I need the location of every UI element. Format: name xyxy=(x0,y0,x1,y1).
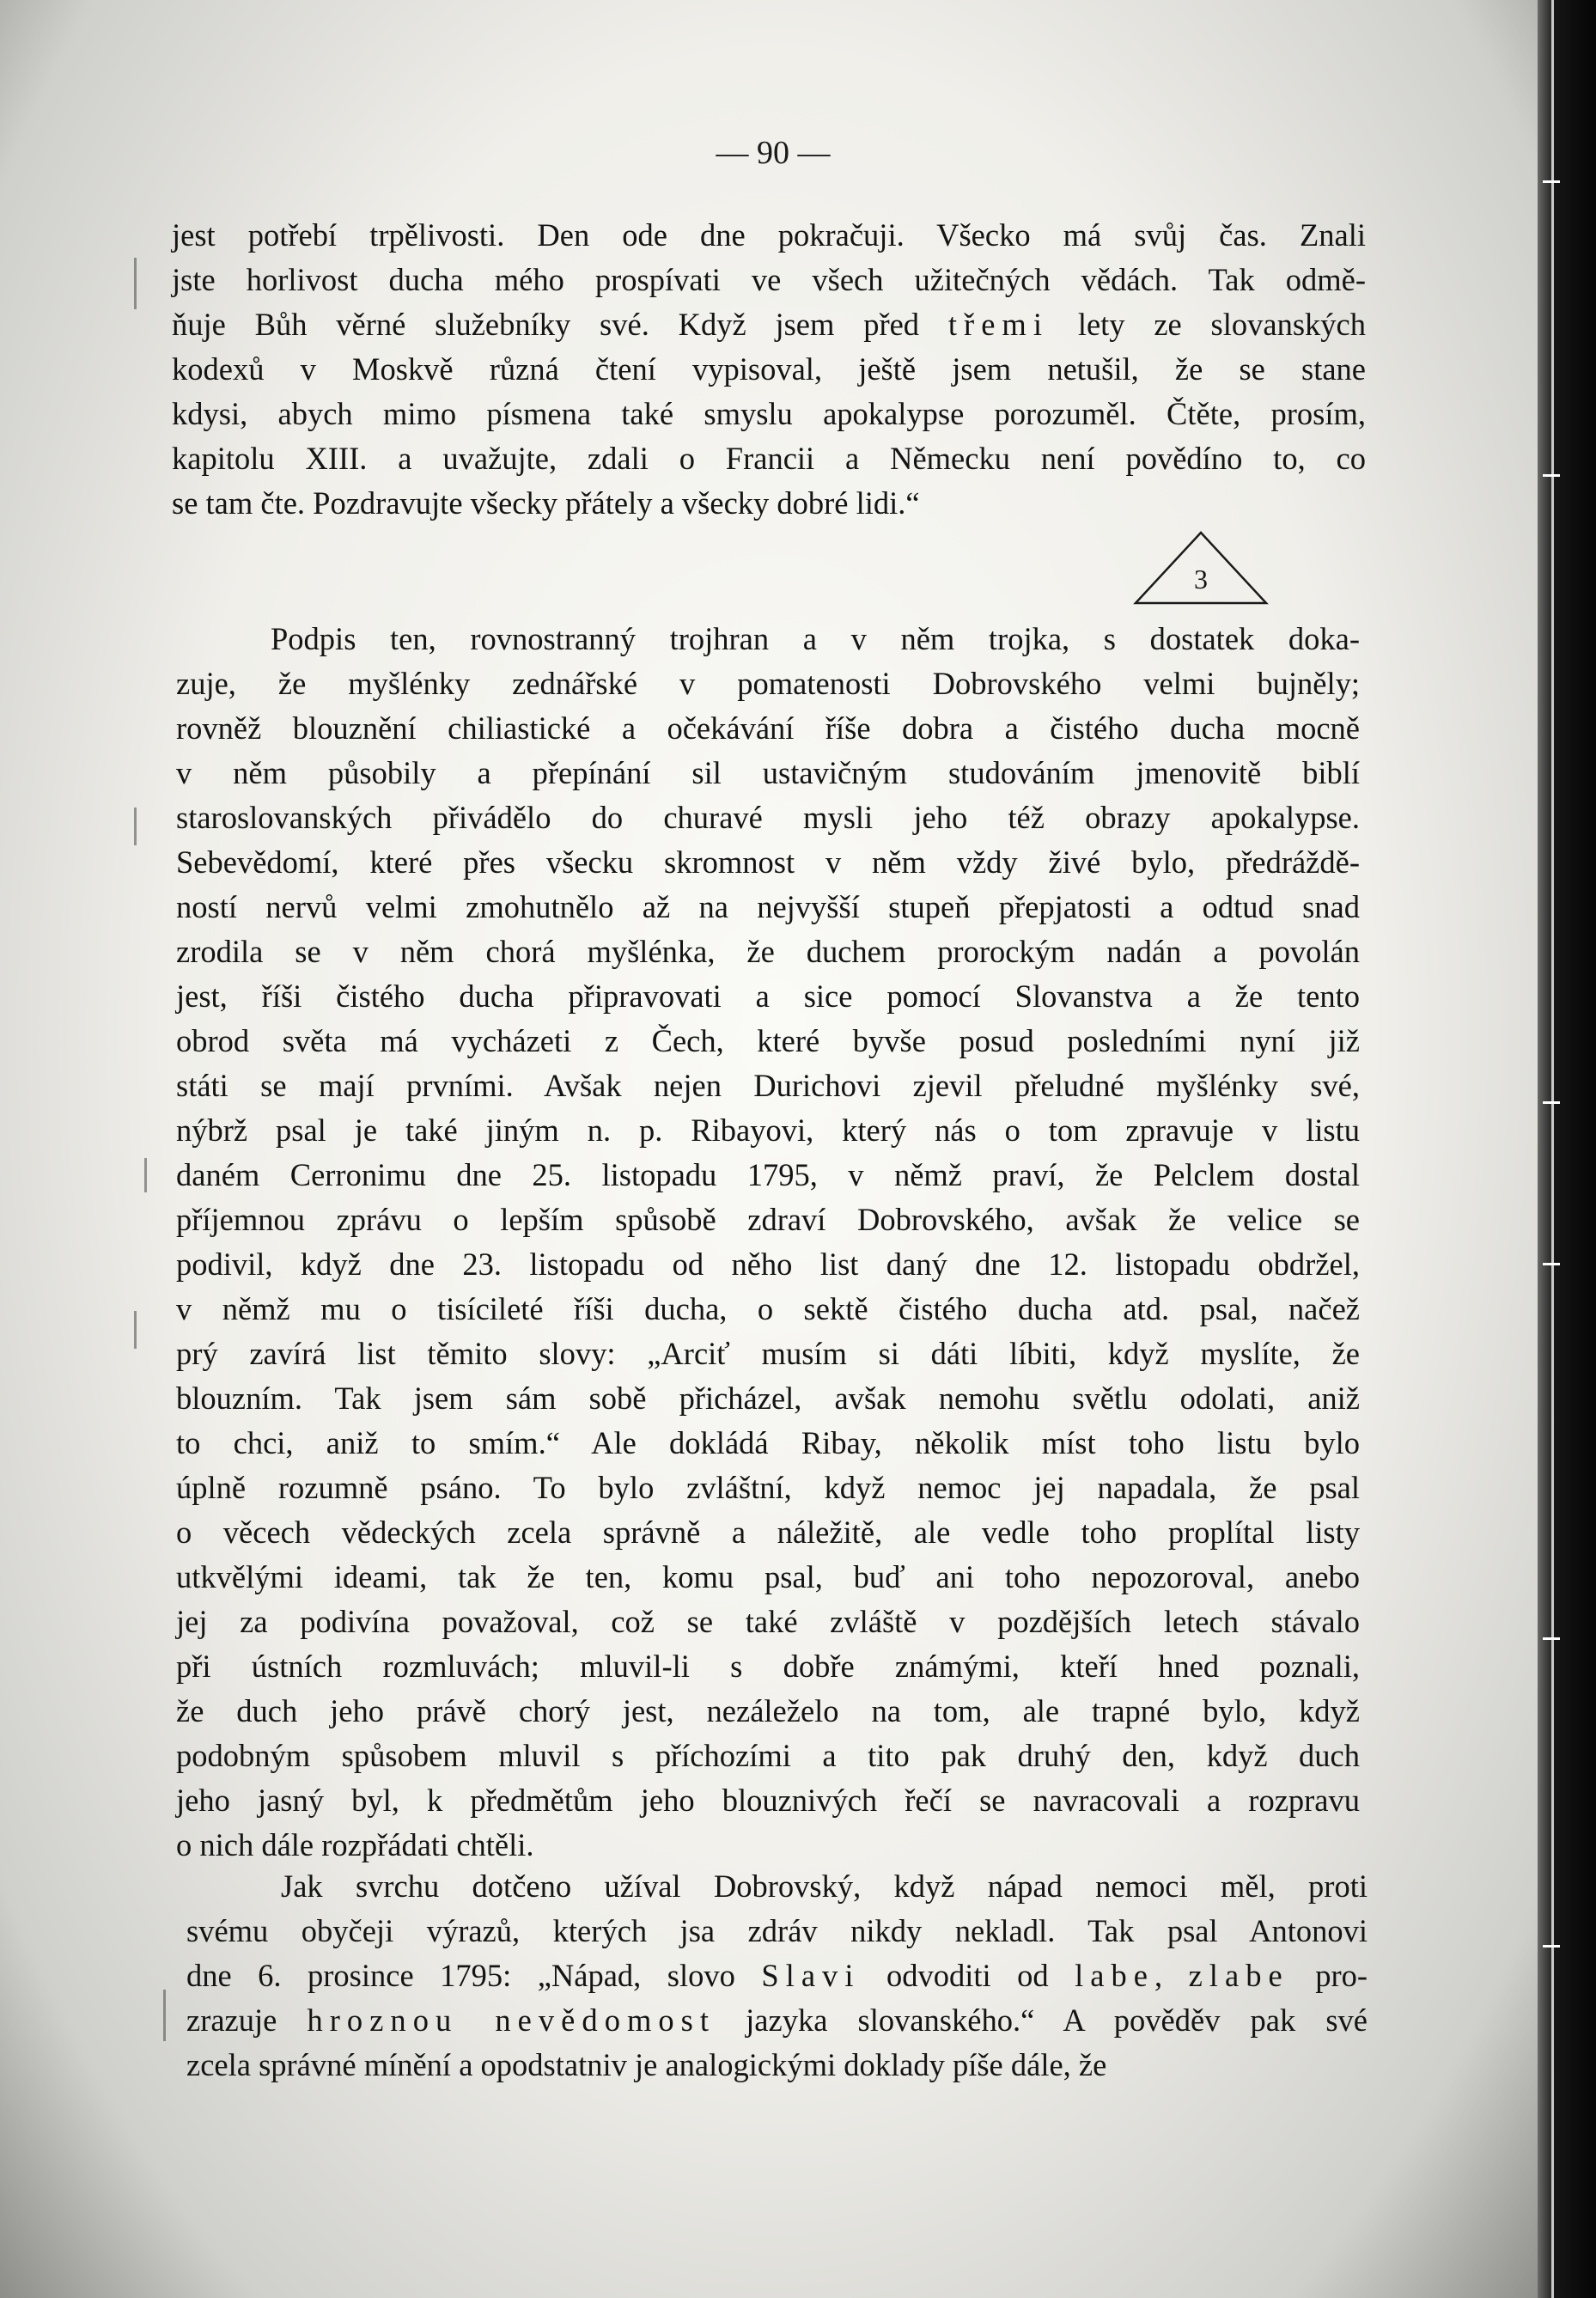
text-line: kodexů v Moskvě různá čtení vypisoval, ještě jsem netušil, že se stane xyxy=(172,351,1366,387)
paragraph-main xyxy=(176,617,1360,1868)
edge-tick xyxy=(1543,1101,1560,1104)
edge-tick xyxy=(1543,1945,1560,1948)
margin-mark xyxy=(134,1311,137,1349)
scan-edge-line xyxy=(1551,0,1554,2298)
text-line: Sebevědomí, které přes všecku skromnost v něm vždy živé bylo, předráždě- xyxy=(176,844,1360,880)
text-line: zcela správné mínění a opodstatniv je analogickými doklady píše dále, že xyxy=(186,2047,1107,2082)
edge-tick xyxy=(1543,1637,1560,1640)
text-run: ňuje Bůh věrné služebníky své. Když jsem před xyxy=(172,307,948,342)
margin-mark xyxy=(163,1990,166,2041)
text-line xyxy=(186,1998,1368,2043)
spaced-emphasis: hroznou nevědomost xyxy=(307,2002,716,2038)
text-line: prý zavírá list těmito slovy: „Arciť musím si dáti líbiti, když myslíte, že xyxy=(176,1336,1360,1371)
text-line: utkvělými ideami, tak že ten, komu psal, buď ani toho nepozoroval, anebo xyxy=(176,1559,1360,1594)
text-run: jazyka slovanského.“ A pověděv pak své xyxy=(716,2002,1368,2038)
edge-tick xyxy=(1543,1263,1560,1265)
text-line: při ústních rozmluvách; mluvil-li s dobře známými, kteří hned poznali, xyxy=(176,1649,1360,1684)
text-line: to chci, aniž to smím.“ Ale dokládá Ribay, několik míst toho listu bylo xyxy=(176,1425,1360,1460)
text-line: blouzním. Tak jsem sám sobě přicházel, avšak nemohu světlu odolati, aniž xyxy=(176,1381,1360,1416)
text-line: Jak svrchu dotčeno užíval Dobrovský, když nápad nemoci měl, proti xyxy=(281,1868,1368,1904)
text-line: úplně rozumně psáno. To bylo zvláštní, když nemoc jej napadala, že psal xyxy=(176,1470,1360,1505)
margin-mark xyxy=(144,1158,147,1192)
text-line: nýbrž psal je také jiným n. p. Ribayovi, který nás o tom zpravuje v listu xyxy=(176,1112,1360,1148)
text-line: příjemnou zprávu o lepším spůsobě zdraví Dobrovského, avšak že velice se xyxy=(176,1202,1360,1237)
scan-edge xyxy=(1538,0,1596,2298)
spaced-emphasis: Slavi xyxy=(761,1958,861,1993)
text-line: zuje, že myšlénky zednářské v pomatenosti Dobrovského velmi bujněly; xyxy=(176,666,1360,701)
edge-tick xyxy=(1543,474,1560,477)
text-line: v němž mu o tisícileté říši ducha, o sektě čistého ducha atd. psal, načež xyxy=(176,1291,1360,1326)
text-line: podobným spůsobem mluvil s příchozími a tito pak druhý den, když duch xyxy=(176,1738,1360,1773)
text-run: , xyxy=(1154,1958,1189,1993)
spaced-emphasis: labe xyxy=(1075,1958,1154,1993)
triangle-digit: 3 xyxy=(1194,564,1208,594)
text-line: podivil, když dne 23. listopadu od něho list daný dne 12. listopadu obdržel, xyxy=(176,1247,1360,1282)
text-line: obrod světa má vycházeti z Čech, které byvše posud posledními nyní již xyxy=(176,1023,1360,1058)
margin-mark xyxy=(134,808,137,845)
text-line: v něm působily a přepínání sil ustavičným studováním jmenovitě biblí xyxy=(176,755,1360,790)
edge-tick xyxy=(1543,180,1560,183)
text-line: jeho jasný byl, k předmětům jeho blouznivých řečí se navracovali a rozpravu xyxy=(176,1783,1360,1818)
text-line xyxy=(186,1954,1368,1998)
text-line: Podpis ten, rovnostranný trojhran a v něm trojka, s dostatek doka- xyxy=(271,621,1360,656)
text-line: kapitolu XIII. a uvažujte, zdali o Francii a Německu není povědíno to, co xyxy=(172,441,1366,476)
text-run: lety ze slovanských xyxy=(1049,307,1366,342)
text-run: pro- xyxy=(1288,1958,1368,1993)
text-line: kdysi, abych mimo písmena také smyslu apokalypse porozuměl. Čtěte, prosím, xyxy=(172,396,1366,431)
text-line: jest potřebí trpělivosti. Den ode dne pokračuji. Všecko má svůj čas. Znali xyxy=(172,217,1366,253)
text-run: dne 6. prosince 1795: „Nápad, slovo xyxy=(186,1958,762,1993)
page-number: — 90 — xyxy=(716,135,831,171)
text-line: o věcech vědeckých zcela správně a náležitě, ale vedle toho proplítal listy xyxy=(176,1515,1360,1550)
spaced-emphasis: zlabe xyxy=(1188,1958,1289,1993)
text-line: se tam čte. Pozdravujte všecky přátely a všecky dobré lidi.“ xyxy=(172,485,920,521)
text-line: o nich dále rozpřádati chtěli. xyxy=(176,1827,534,1862)
text-line: svému obyčeji výrazů, kterých jsa zdráv nikdy nekladl. Tak psal Antonovi xyxy=(186,1913,1368,1948)
spaced-emphasis: třemi xyxy=(947,307,1050,342)
text-line: ností nervů velmi zmohutnělo až na nejvyšší stupeň přepjatosti a odtud snad xyxy=(176,889,1360,924)
text-line: jest, říši čistého ducha připravovati a sice pomocí Slovanstva a že tento xyxy=(176,978,1360,1014)
text-line: jste horlivost ducha mého prospívati ve všech užitečných vědách. Tak odmě- xyxy=(172,262,1366,297)
triangle-symbol xyxy=(1132,529,1270,607)
text-line xyxy=(172,302,1366,347)
text-line: daném Cerronimu dne 25. listopadu 1795, v němž praví, že Pelclem dostal xyxy=(176,1157,1360,1192)
text-line: jej za podivína považoval, což se také zvláště v pozdějších letech stávalo xyxy=(176,1604,1360,1639)
paragraph-closing xyxy=(186,1864,1368,2088)
text-line: zrodila se v něm chorá myšlénka, že duchem prorockým nadán a povolán xyxy=(176,934,1360,969)
text-line: státi se mají prvními. Avšak nejen Durichovi zjevil přeludné myšlénky své, xyxy=(176,1068,1360,1103)
margin-mark xyxy=(134,258,137,309)
text-run: odvoditi od xyxy=(860,1958,1075,1993)
paragraph-letter-quote xyxy=(172,213,1366,526)
text-line: že duch jeho právě chorý jest, nezáleželo na tom, ale trapné bylo, když xyxy=(176,1693,1360,1728)
text-line: rovněž blouznění chiliastické a očekávání říše dobra a čistého ducha mocně xyxy=(176,710,1360,746)
text-line: staroslovanských přivádělo do churavé mysli jeho též obrazy apokalypse. xyxy=(176,800,1360,835)
text-run: zrazuje xyxy=(186,2002,308,2038)
